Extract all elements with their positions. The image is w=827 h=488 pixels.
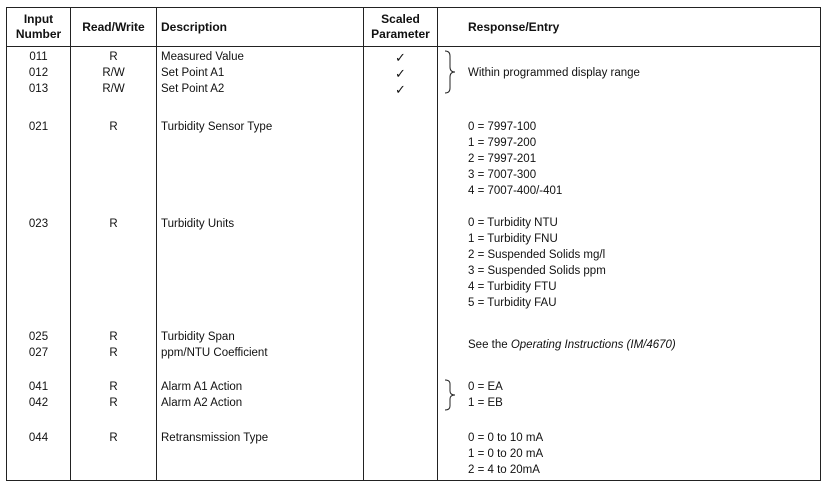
response-option: 4 = 7007-400/-401 [468,185,563,197]
input-number: 012 [28,67,49,79]
read-write-value: R [109,397,118,409]
read-write-value: R [109,51,118,63]
read-write-value: R [109,381,118,393]
header-scaled-parameter: Scaled Parameter [371,12,430,41]
input-number: 041 [28,381,49,393]
description: Alarm A1 Action [161,381,243,393]
input-number: 013 [28,83,49,95]
description: Turbidity Sensor Type [161,121,273,133]
header-response-entry: Response/Entry [468,19,560,34]
right-brace-icon [443,50,457,94]
description: ppm/NTU Coefficient [161,347,268,359]
response-option: 0 = 0 to 10 mA [468,432,544,444]
operating-instructions-ref: Operating Instructions (IM/4670) [510,339,676,351]
description: Set Point A2 [161,83,225,95]
input-number: 044 [28,432,49,444]
description: Turbidity Units [161,218,235,230]
description: Set Point A1 [161,67,225,79]
response-option: 0 = EA [468,381,503,393]
response-option: 2 = 7997-201 [468,153,537,165]
response-option: 3 = 7007-300 [468,169,537,181]
description: Measured Value [161,51,244,63]
read-write-value: R [109,347,118,359]
response-option: 0 = Turbidity NTU [468,217,558,229]
header-description: Description [161,19,228,34]
header-divider [7,46,820,47]
input-number: 021 [28,121,49,133]
read-write-value: R/W [102,67,125,79]
column-divider [437,8,438,480]
response-option: 3 = Suspended Solids ppm [468,265,606,277]
response-display-range: Within programmed display range [468,67,640,79]
read-write-value: R [109,331,118,343]
input-number: 042 [28,397,49,409]
right-brace-icon [443,379,457,411]
read-write-value: R [109,432,118,444]
input-number: 023 [28,218,49,230]
response-option: 1 = EB [468,397,503,409]
read-write-value: R [109,121,118,133]
header-input-number: Input Number [15,12,62,41]
parameter-table [6,7,821,481]
response-see-reference: See the Operating Instructions (IM/4670) [468,339,676,351]
input-number: 025 [28,331,49,343]
response-option: 2 = 4 to 20mA [468,464,540,476]
response-option: 5 = Turbidity FAU [468,297,557,309]
read-write-value: R/W [102,83,125,95]
response-option: 0 = 7997-100 [468,121,537,133]
response-option: 1 = 7997-200 [468,137,537,149]
description: Retransmission Type [161,432,269,444]
scaled-checkmark-icon: ✓ [395,50,406,65]
column-divider [363,8,364,480]
response-option: 1 = 0 to 20 mA [468,448,544,460]
column-divider [156,8,157,480]
input-number: 027 [28,347,49,359]
input-number: 011 [29,51,48,63]
header-read-write: Read/Write [82,19,145,34]
description: Alarm A2 Action [161,397,243,409]
response-option: 2 = Suspended Solids mg/l [468,249,606,261]
scaled-checkmark-icon: ✓ [395,82,406,97]
description: Turbidity Span [161,331,235,343]
response-option: 4 = Turbidity FTU [468,281,557,293]
response-option: 1 = Turbidity FNU [468,233,558,245]
read-write-value: R [109,218,118,230]
scaled-checkmark-icon: ✓ [395,66,406,81]
